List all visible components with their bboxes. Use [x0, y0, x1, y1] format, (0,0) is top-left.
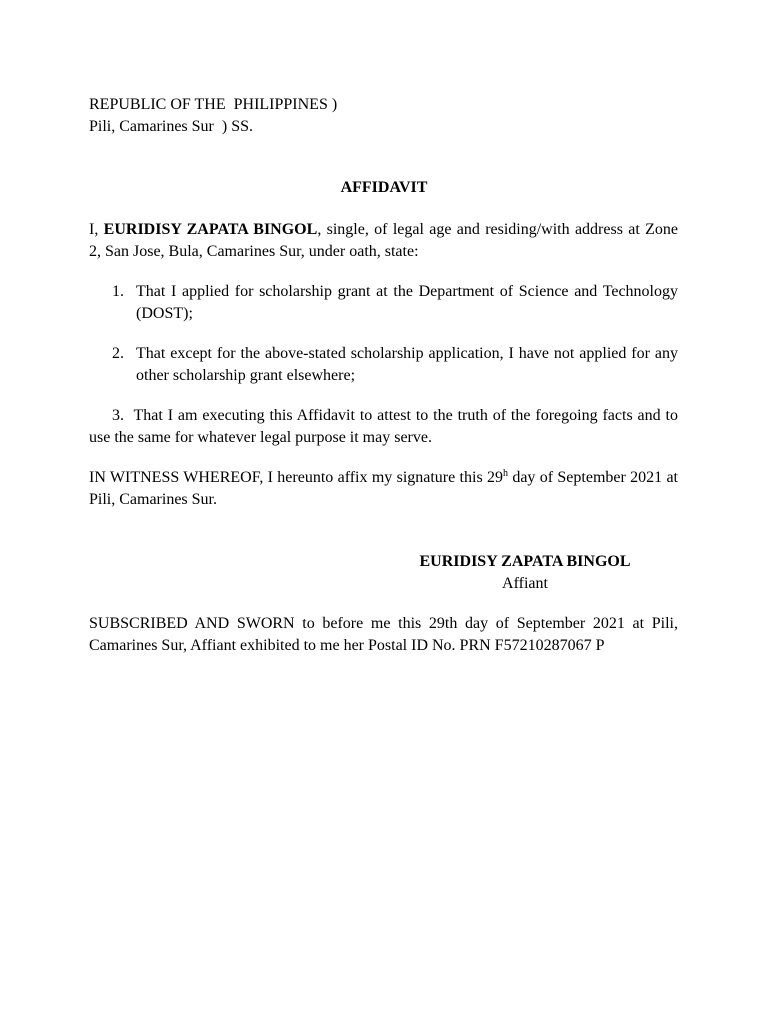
statement-number: 3.	[112, 407, 124, 424]
statement-text: That I am executing this Affidavit to attest to the truth of the foregoing facts and to use the same for whatever legal purpose it may serve.	[89, 407, 678, 446]
statement-text: That I applied for scholarship grant at the Department of Science and Technology (DOST);	[136, 283, 678, 322]
venue-caption-place: Pili, Camarines Sur ) SS.	[89, 118, 254, 135]
intro-paragraph	[89, 219, 678, 263]
signature-block	[390, 551, 660, 595]
signatory-name: EURIDISY ZAPATA BINGOL	[419, 553, 631, 570]
witness-paragraph	[89, 467, 678, 511]
statement-number: 2.	[112, 345, 124, 362]
witness-text-after: day of September 2021 at Pili, Camarines Sur.	[89, 469, 678, 508]
statement-number: 1.	[112, 283, 124, 300]
document-title: AFFIDAVIT	[340, 179, 428, 196]
venue-caption	[89, 94, 678, 138]
affiant-name: EURIDISY ZAPATA BINGOL	[103, 221, 318, 238]
signatory-role: Affiant	[502, 575, 548, 592]
jurat-paragraph: SUBSCRIBED AND SWORN to before me this 29th day of September 2021 at Pili, Camarines Sur, Affiant exhibited to me her Postal ID No. PRN F57210287067 P	[89, 615, 678, 654]
statement-item-3	[89, 405, 678, 449]
statement-item-1	[112, 281, 678, 325]
statement-item-2	[112, 343, 678, 387]
intro-prefix: I,	[89, 221, 104, 238]
witness-text-before: IN WITNESS WHEREOF, I hereunto affix my signature this 29	[89, 469, 503, 486]
intro-rest: , single, of legal age and residing/with address at Zone 2, San Jose, Bula, Camarines Sur, under oath, state:	[89, 221, 679, 260]
witness-superscript: h	[503, 468, 508, 479]
statement-text: That except for the above-stated scholarship application, I have not applied for any other scholarship grant elsewhere;	[136, 345, 678, 384]
venue-caption-country: REPUBLIC OF THE PHILIPPINES )	[89, 96, 338, 113]
